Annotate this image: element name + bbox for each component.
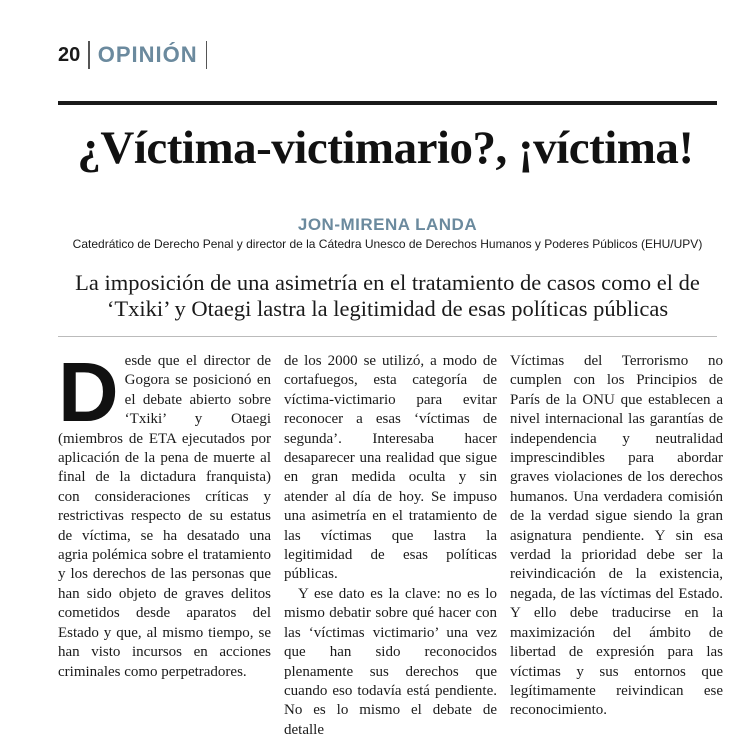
header-divider (88, 41, 90, 69)
page-header (58, 38, 215, 72)
column-1-paragraph: esde que el director de Gogora se posicionó en el debate abierto sobre ‘Txiki’ y Otaegi (miembros de ETA ejecutados por aplicación de la pena de muerte al final de la dictadura franquista) con consideraciones críticas y restrictivas respecto de su estatus de víctima, se ha desatado una agria polémica sobre el tratamiento y los derechos de las personas que han sido objeto de graves delitos cometidos desde aparatos del Estado y que, al mismo tiempo, se han visto incursos en acciones criminales como perpetradores. (58, 353, 271, 680)
column-2 (284, 352, 497, 740)
column-2-paragraph-2: Y ese dato es la clave: no es lo mismo debatir sobre qué hacer con las ‘víctimas victimario’ una vez que han sido reconocidos plenamente sus derechos que cuando eso todavía está pendiente. No es lo mismo el debate de detalle (284, 585, 497, 738)
author-affiliation: Catedrático de Derecho Penal y director de la Cátedra Unesco de Derechos Humanos y Poderes Públicos (EHU/UPV) (72, 237, 703, 251)
subhead-rule (58, 336, 717, 337)
page-number: 20 (58, 43, 81, 66)
drop-cap: D (58, 345, 119, 439)
author-name: JON-MIRENA LANDA (297, 215, 478, 234)
header-divider-right (206, 41, 208, 69)
section-label: OPINIÓN (97, 42, 198, 67)
column-2-paragraph-1: de los 2000 se utilizó, a modo de cortafuegos, esta categoría de víctima-victimario para evitar reconocer a esas ‘víctimas de segunda’. Interesaba hacer desaparecer una realidad que sigue en gran medida oculta y sin atender al día de hoy. Se impuso una asimetría en el tratamiento de las víctimas que lastra la legitimidad de esas políticas públicas. (284, 353, 497, 583)
top-rule (58, 101, 717, 105)
subheadline: La imposición de una asimetría en el tratamiento de casos como el de ‘Txiki’ y Otaegi lastra la legitimidad de esas políticas públicas (75, 270, 700, 321)
column-3-paragraph: Víctimas del Terrorismo no cumplen con los Principios de París de la ONU que establecen a nivel internacional las garantías de independencia y neutralidad imprescindibles para abordar graves violaciones de los derechos humanos. Una verdadera comisión de la verdad sigue siendo la gran asignatura pendiente. Y sin esa verdad la prioridad debe ser la reivindicación de la existencia, negada, de las víctimas del Estado. Y ello debe traducirse en la maximización del ámbito de libertad de expresión para las víctimas y sus entornos que legítimamente reivindican ese reconocimiento. (510, 353, 723, 719)
headline: ¿Víctima-victimario?, ¡víctima! (77, 122, 694, 174)
column-3 (510, 352, 723, 721)
column-1 (58, 345, 271, 682)
